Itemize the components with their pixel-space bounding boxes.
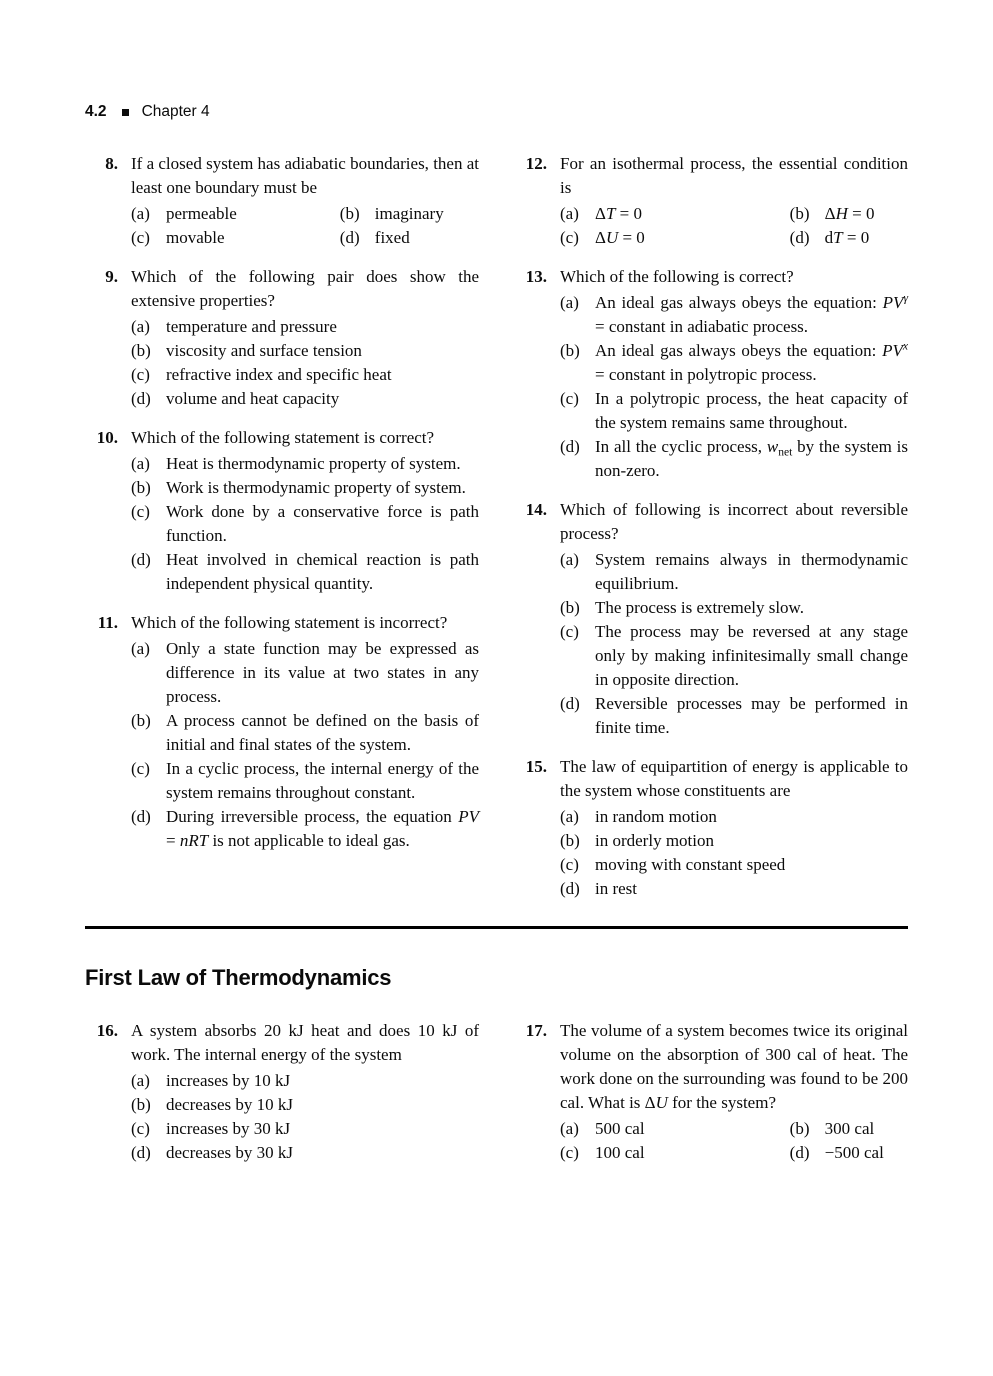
option-label: (d) [560,437,580,456]
option-text: Heat involved in chemical reaction is path independent physical quantity. [166,550,479,593]
questions-bottom-columns [85,1019,908,1180]
page-number: 4.2 [85,103,107,120]
question-number: 17. [525,1021,547,1040]
option-label: (a) [131,1071,150,1090]
question-stem: Which of the following is correct? [560,267,794,286]
option-text: ΔU = 0 [595,228,645,247]
option-text: ΔT = 0 [595,204,642,223]
option-label: (d) [339,228,360,247]
option-a [560,805,908,829]
question-13 [514,265,908,483]
option-label: (b) [339,204,360,223]
question-body [131,265,479,411]
question-10 [85,426,479,596]
options-list [560,805,908,901]
question-16 [85,1019,479,1165]
option-label: (b) [131,341,151,360]
option-c [131,363,479,387]
options-list [560,291,908,483]
option-text: Only a state function may be expressed as difference in its value at two states in any process. [166,639,479,706]
option-text: In a cyclic process, the internal energy of the system remains throughout constant. [166,759,479,802]
question-stem: Which of following is incorrect about reversible process? [560,500,908,543]
option-d [560,877,908,901]
option-a [560,548,908,596]
option-text: in rest [595,879,638,898]
right-column-bottom [514,1019,908,1180]
question-body [560,755,908,901]
question-body [131,152,479,250]
option-text: During irreversible process, the equation PV = nRT is not applicable to ideal gas. [166,807,479,850]
option-text: The process is extremely slow. [595,598,804,617]
options-list [131,1069,479,1165]
option-text: decreases by 30 kJ [166,1143,293,1162]
question-12 [514,152,908,250]
option-b [131,1093,479,1117]
options-list [131,452,479,596]
options-list [131,637,479,853]
option-label: (d) [789,228,810,247]
options-list [131,315,479,411]
option-label: (c) [560,1143,579,1162]
option-c [131,757,479,805]
square-bullet-icon [122,109,129,116]
option-label: (d) [131,389,151,408]
option-label: (a) [560,807,579,826]
question-stem: Which of the following statement is incorrect? [131,613,448,632]
option-label: (c) [560,228,579,247]
option-label: (a) [560,1119,579,1138]
option-a [560,202,790,226]
question-stem: For an isothermal process, the essential condition is [560,154,908,197]
options-list [560,1117,908,1165]
option-c [560,853,908,877]
question-number: 9. [105,267,118,286]
question-stem: The volume of a system becomes twice its original volume on the absorption of 300 cal of heat. The work done on the surrounding was found to be 200 cal. What is ΔU for the system? [560,1021,908,1112]
question-body [131,1019,479,1165]
section-divider [85,926,908,929]
option-label: (d) [131,1143,151,1162]
option-label: (a) [560,204,579,223]
option-text: fixed [374,228,410,247]
option-label: (d) [560,879,580,898]
question-stem: The law of equipartition of energy is applicable to the system whose constituents are [560,757,908,800]
option-label: (d) [131,550,151,569]
option-label: (b) [131,711,151,730]
option-c [131,1117,479,1141]
option-a [560,1117,790,1141]
option-d [131,548,479,596]
option-text: System remains always in thermodynamic equilibrium. [595,550,908,593]
option-text: moving with constant speed [595,855,786,874]
question-number: 16. [96,1021,118,1040]
option-label: (b) [560,831,580,850]
option-b [560,339,908,387]
option-c [560,620,908,692]
option-text: permeable [166,204,237,223]
question-body [131,426,479,596]
option-d [790,226,908,250]
option-label: (c) [131,1119,150,1138]
option-text: In all the cyclic process, $w_{net}$ by the system is non-zero. [595,437,908,480]
option-text: The process may be reversed at any stage only by making infinitesimally small change in opposite direction. [595,622,908,689]
option-label: (b) [560,341,580,360]
option-b [340,202,479,226]
option-label: (c) [560,622,579,641]
option-text: 500 cal [595,1119,645,1138]
option-text: imaginary [374,204,444,223]
option-label: (a) [131,317,150,336]
option-text: increases by 30 kJ [166,1119,291,1138]
option-d [560,435,908,483]
option-a [131,315,479,339]
option-label: (c) [560,389,579,408]
section-heading: First Law of Thermodynamics [85,965,392,990]
option-text: temperature and pressure [166,317,337,336]
option-label: (a) [131,454,150,473]
option-text: in random motion [595,807,717,826]
option-b [790,202,908,226]
option-label: (d) [560,694,580,713]
right-column [514,152,908,916]
option-text: Reversible processes may be performed in finite time. [595,694,908,737]
option-b [131,476,479,500]
option-text: An ideal gas always obeys the equation: $PV^\gamma$ = constant in adiabatic process. [595,291,908,336]
question-number: 10. [96,428,118,447]
option-label: (b) [789,204,810,223]
option-text: −500 cal [824,1143,884,1162]
option-label: (c) [131,759,150,778]
option-d [131,805,479,853]
question-15 [514,755,908,901]
option-c [560,226,790,250]
option-label: (b) [131,1095,151,1114]
option-label: (a) [131,204,150,223]
question-number: 14. [525,500,547,519]
questions-top-columns [85,152,908,916]
question-17 [514,1019,908,1165]
option-text: decreases by 10 kJ [166,1095,293,1114]
option-text: 300 cal [824,1119,875,1138]
option-label: (c) [560,855,579,874]
question-stem: Which of the following pair does show the extensive properties? [131,267,479,310]
question-11 [85,611,479,853]
option-d [560,692,908,740]
option-b [560,596,908,620]
question-body [131,611,479,853]
option-b [131,709,479,757]
option-text: In a polytropic process, the heat capacity of the system remains same throughout. [595,389,908,432]
option-text: refractive index and specific heat [166,365,392,384]
option-text: Work is thermodynamic property of system. [166,478,466,497]
question-stem: A system absorbs 20 kJ heat and does 10 kJ of work. The internal energy of the system [131,1021,479,1064]
left-column [85,152,479,916]
question-body [560,152,908,250]
option-text: Heat is thermodynamic property of system. [166,454,461,473]
option-text: An ideal gas always obeys the equation: $PV^x$ = constant in polytropic process. [595,339,908,384]
option-b [790,1117,908,1141]
option-d [340,226,479,250]
option-c [560,387,908,435]
option-label: (a) [131,639,150,658]
option-d [790,1141,908,1165]
option-text: ΔH = 0 [824,204,875,223]
question-number: 13. [525,267,547,286]
question-8 [85,152,479,250]
option-text: movable [166,228,225,247]
option-d [131,387,479,411]
question-number: 11. [97,613,118,632]
option-label: (b) [131,478,151,497]
option-d [131,1141,479,1165]
option-c [560,1141,790,1165]
option-b [131,339,479,363]
option-label: (a) [560,550,579,569]
question-body [560,1019,908,1165]
option-label: (c) [131,365,150,384]
option-label: (b) [789,1119,810,1138]
option-a [131,452,479,476]
left-column-bottom [85,1019,479,1180]
option-text: A process cannot be defined on the basis of initial and final states of the system. [166,711,479,754]
option-c [131,226,340,250]
options-list [560,202,908,250]
options-list [560,548,908,740]
option-a [131,1069,479,1093]
option-label: (b) [560,598,580,617]
question-stem: Which of the following statement is correct? [131,428,435,447]
option-label: (c) [131,502,150,521]
question-number: 15. [525,757,547,776]
option-a [131,202,340,226]
question-number: 12. [525,154,547,173]
options-list [131,202,479,250]
option-label: (a) [560,293,579,312]
option-label: (c) [131,228,150,247]
option-text: 100 cal [595,1143,645,1162]
option-label: (d) [131,807,151,826]
option-text: Work done by a conservative force is path function. [166,502,479,545]
option-a [131,637,479,709]
option-text: increases by 10 kJ [166,1071,291,1090]
option-text: volume and heat capacity [166,389,340,408]
option-c [131,500,479,548]
chapter-title: Chapter 4 [141,103,210,120]
option-text: dT = 0 [824,228,870,247]
question-body [560,498,908,740]
option-text: in orderly motion [595,831,714,850]
page-header [85,102,908,122]
option-a [560,291,908,339]
question-stem: If a closed system has adiabatic boundaries, then at least one boundary must be [131,154,479,197]
option-label: (d) [789,1143,810,1162]
question-9 [85,265,479,411]
question-14 [514,498,908,740]
option-text: viscosity and surface tension [166,341,362,360]
question-number: 8. [105,154,118,173]
option-b [560,829,908,853]
question-body [560,265,908,483]
